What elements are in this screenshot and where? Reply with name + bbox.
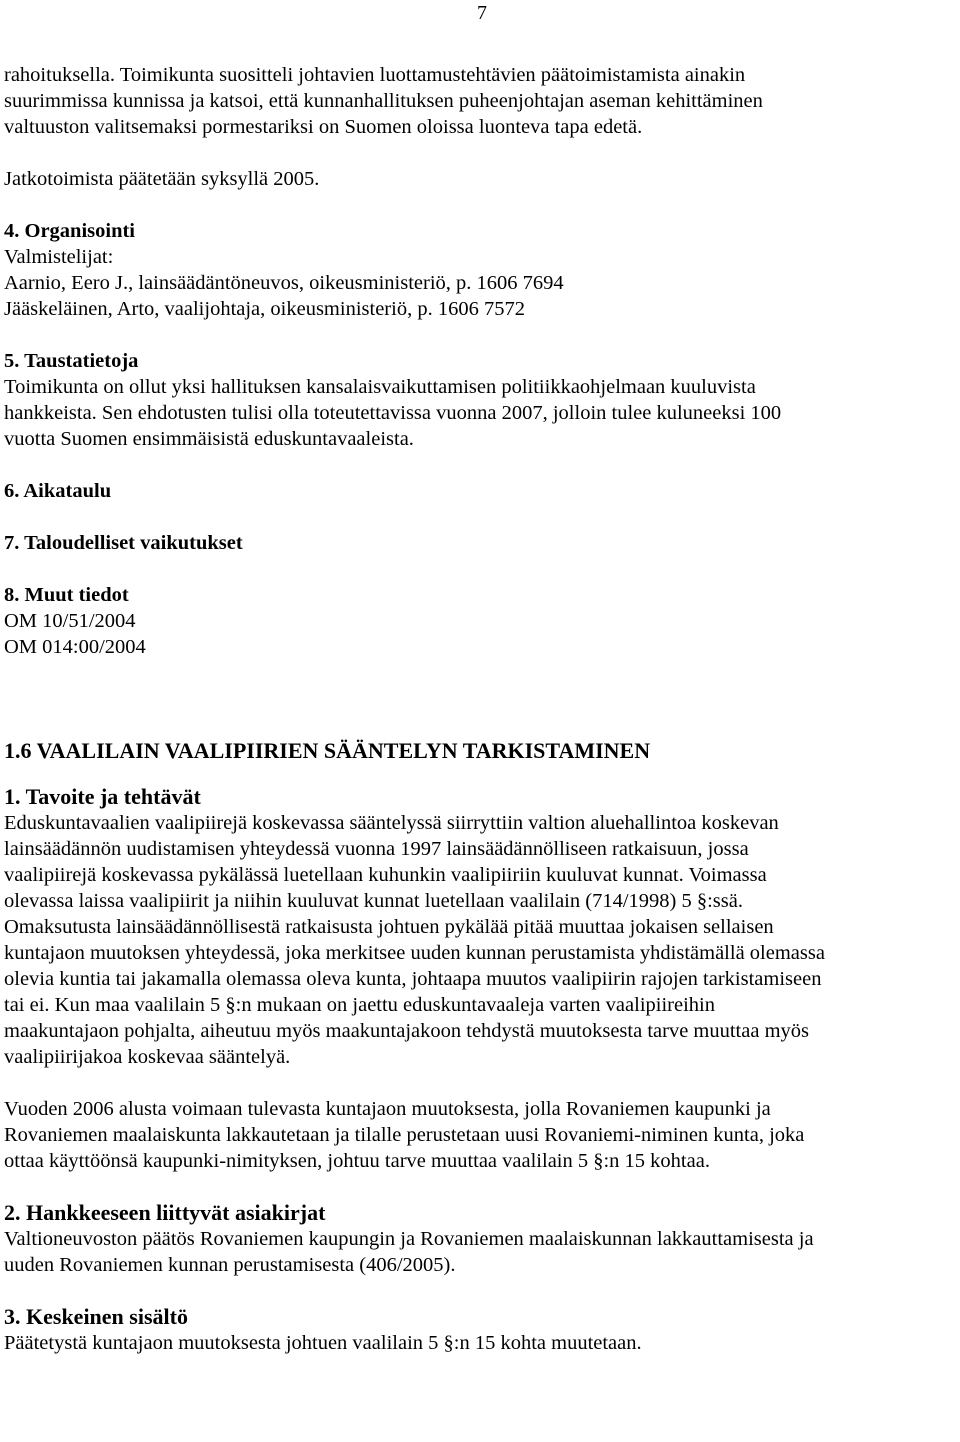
text-line: olevia kuntia tai jakamalla olemassa oleva kunta, johtaapa muutos vaalipiirin rajojen tarkistamiseen bbox=[4, 968, 822, 990]
rovaniemi-paragraph bbox=[4, 1096, 958, 1174]
text-line: OM 10/51/2004 bbox=[4, 610, 136, 632]
section-asiakirjat bbox=[4, 1200, 958, 1278]
text-line: olevassa laissa vaalipiirit ja niihin kuuluvat kunnat luetellaan vaalilain (714/1998) 5 §:ssä. bbox=[4, 890, 743, 912]
text-line: kuntajaon muutoksen yhteydessä, joka merkitsee uuden kunnan perustamista yhdistämällä olemassa bbox=[4, 942, 825, 964]
chapter-title: 1.6 VAALILAIN VAALIPIIRIEN SÄÄNTELYN TARKISTAMINEN bbox=[4, 738, 651, 763]
text-line: Aarnio, Eero J., lainsäädäntöneuvos, oikeusministeriö, p. 1606 7694 bbox=[4, 272, 564, 294]
section-heading: 1. Tavoite ja tehtävät bbox=[4, 784, 201, 809]
section-organisointi bbox=[4, 218, 958, 322]
section-keskeinen-sisalto bbox=[4, 1304, 958, 1356]
text-line: valtuuston valitsemaksi pormestariksi on Suomen oloissa luonteva tapa edetä. bbox=[4, 116, 643, 138]
text-line: rahoituksella. Toimikunta suositteli johtavien luottamustehtävien päätoimistamista ainakin bbox=[4, 64, 746, 86]
section-muut-tiedot bbox=[4, 582, 958, 660]
text-line: Valtioneuvoston päätös Rovaniemen kaupungin ja Rovaniemen maalaiskunnan lakkauttamisesta ja bbox=[4, 1228, 814, 1250]
section-heading: 6. Aikataulu bbox=[4, 480, 112, 502]
text-line: suurimmissa kunnissa ja katsoi, että kunnanhallituksen puheenjohtajan aseman kehittäminen bbox=[4, 90, 763, 112]
section-heading: 8. Muut tiedot bbox=[4, 584, 129, 606]
section-heading: 2. Hankkeeseen liittyvät asiakirjat bbox=[4, 1200, 326, 1225]
text-line: tai ei. Kun maa vaalilain 5 §:n mukaan on jaettu eduskuntavaaleja varten vaalipiireihin bbox=[4, 994, 715, 1016]
text-line: Jääskeläinen, Arto, vaalijohtaja, oikeusministeriö, p. 1606 7572 bbox=[4, 298, 525, 320]
text-line: Päätetystä kuntajaon muutoksesta johtuen vaalilain 5 §:n 15 kohta muutetaan. bbox=[4, 1332, 642, 1354]
text-line: ottaa käyttöönsä kaupunki-nimityksen, johtuu tarve muuttaa vaalilain 5 §:n 15 kohtaa. bbox=[4, 1150, 710, 1172]
text-line: Omaksutusta lainsäädännöllisestä ratkaisusta johtuen pykälää pitää muuttaa jokaisen sellaisen bbox=[4, 916, 774, 938]
chapter-title-block bbox=[4, 738, 958, 764]
page-number: 7 bbox=[477, 2, 487, 24]
text-line: vuotta Suomen ensimmäisistä eduskuntavaaleista. bbox=[4, 428, 414, 450]
section-heading: 7. Taloudelliset vaikutukset bbox=[4, 532, 243, 554]
text-line: Valmistelijat: bbox=[4, 246, 114, 268]
section-taloudelliset-vaikutukset bbox=[4, 530, 958, 556]
document-body bbox=[4, 62, 958, 1356]
text-line: Toimikunta on ollut yksi hallituksen kansalaisvaikuttamisen politiikkaohjelmaan kuuluvista bbox=[4, 376, 756, 398]
text-line: OM 014:00/2004 bbox=[4, 636, 146, 658]
text-line: Eduskuntavaalien vaalipiirejä koskevassa sääntelyssä siirryttiin valtion aluehallintoa koskevan bbox=[4, 812, 779, 834]
section-aikataulu bbox=[4, 478, 958, 504]
text-line: maakuntajaon pohjalta, aiheutuu myös maakuntajakoon tehdystä muutoksesta tarve muuttaa myös bbox=[4, 1020, 809, 1042]
followup-paragraph bbox=[4, 166, 958, 192]
text-line: uuden Rovaniemen kunnan perustamisesta (406/2005). bbox=[4, 1254, 456, 1276]
section-tavoite bbox=[4, 784, 958, 1070]
intro-paragraph bbox=[4, 62, 958, 140]
section-heading: 5. Taustatietoja bbox=[4, 350, 139, 372]
text-line: Vuoden 2006 alusta voimaan tulevasta kuntajaon muutoksesta, jolla Rovaniemen kaupunki ja bbox=[4, 1098, 771, 1120]
section-taustatietoja bbox=[4, 348, 958, 452]
text-line: vaalipiirijakoa koskevaa sääntelyä. bbox=[4, 1046, 291, 1068]
text-line: vaalipiirejä koskevassa pykälässä luetellaan kuhunkin vaalipiiriin kuuluvat kunnat. Voimassa bbox=[4, 864, 767, 886]
text-line: hankkeista. Sen ehdotusten tulisi olla toteutettavissa vuonna 2007, jolloin tulee kuluneeksi 100 bbox=[4, 402, 782, 424]
text-line: lainsäädännön uudistamisen yhteydessä vuonna 1997 lainsäädännölliseen ratkaisuun, jossa bbox=[4, 838, 749, 860]
section-heading: 4. Organisointi bbox=[4, 220, 135, 242]
section-heading: 3. Keskeinen sisältö bbox=[4, 1304, 188, 1329]
text-line: Jatkotoimista päätetään syksyllä 2005. bbox=[4, 168, 320, 190]
text-line: Rovaniemen maalaiskunta lakkautetaan ja tilalle perustetaan uusi Rovaniemi-niminen kunta, joka bbox=[4, 1124, 805, 1146]
